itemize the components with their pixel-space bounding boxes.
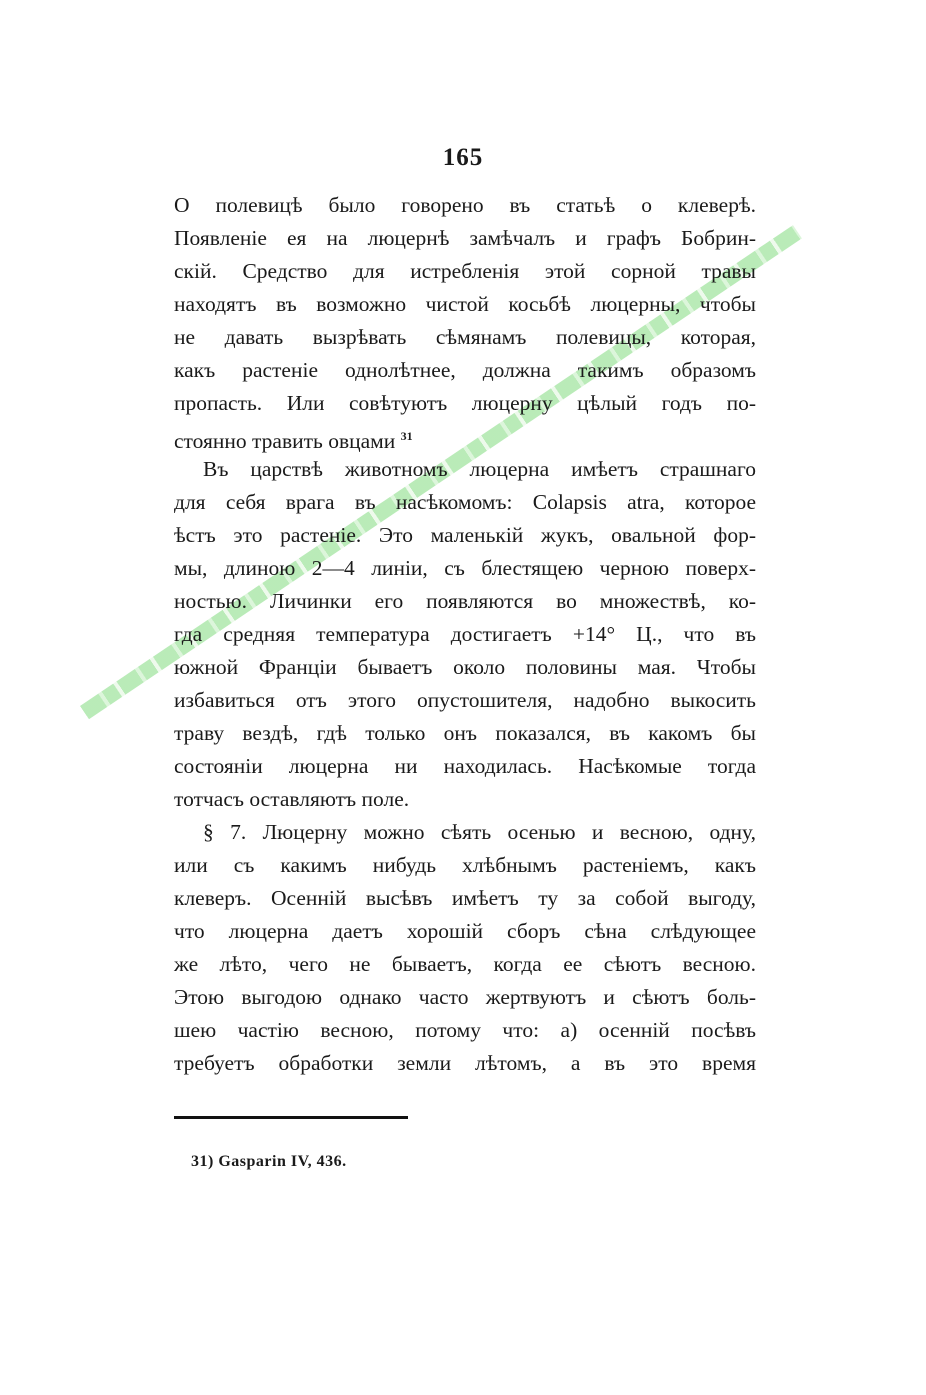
text-line: состояніи люцерна ни находилась. Насѣкомые тогда bbox=[174, 754, 756, 778]
text-line: Этою выгодою однако часто жертвуютъ и сѣютъ боль- bbox=[174, 985, 756, 1009]
text-line: избавиться отъ этого опустошителя, надобно выкосить bbox=[174, 688, 756, 712]
text-line: мы, длиною 2—4 линіи, съ блестящею черною поверх- bbox=[174, 556, 756, 580]
text-line: какъ растеніе однолѣтнее, должна такимъ образомъ bbox=[174, 358, 756, 382]
text-line: находятъ въ возможно чистой косьбѣ люцерны, чтобы bbox=[174, 292, 756, 316]
text-line: Въ царствѣ животномъ люцерна имѣетъ страшнаго bbox=[203, 457, 756, 481]
text-line-with-footnote bbox=[174, 420, 756, 453]
text-line: траву вездѣ, гдѣ только онъ показался, въ какомъ бы bbox=[174, 721, 756, 745]
text-line: клеверъ. Осенній высѣвъ имѣетъ ту за собой выгоду, bbox=[174, 886, 756, 910]
text-line: требуетъ обработки земли лѣтомъ, а въ это время bbox=[174, 1051, 756, 1075]
footnote-reference: 31 bbox=[400, 429, 413, 443]
footnote-rule bbox=[174, 1116, 408, 1119]
text-line: ностью. Личинки его появляются во множествѣ, ко- bbox=[174, 589, 756, 613]
text-line: О полевицѣ было говорено въ статьѣ о клеверѣ. bbox=[174, 193, 756, 217]
text-line: или съ какимъ нибудь хлѣбнымъ растеніемъ, какъ bbox=[174, 853, 756, 877]
text-line: ѣстъ это растеніе. Это маленькій жукъ, овальной фор- bbox=[174, 523, 756, 547]
text-line: § 7. Люцерну можно сѣять осенью и весною, одну, bbox=[203, 820, 756, 844]
text-line: пропасть. Или совѣтуютъ люцерну цѣлый годъ по- bbox=[174, 391, 756, 415]
text-line: южной Франціи бываетъ около половины мая. Чтобы bbox=[174, 655, 756, 679]
text-line: шею частію весною, потому что: а) осенній посѣвъ bbox=[174, 1018, 756, 1042]
text-line: тотчасъ оставляютъ поле. bbox=[174, 787, 410, 811]
text-line: Появленіе ея на люцернѣ замѣчалъ и графъ Бобрин- bbox=[174, 226, 756, 250]
text-line: скій. Средство для истребленія этой сорной травы bbox=[174, 259, 756, 283]
text-line: для себя врага въ насѣкомомъ: Colapsis atra, которое bbox=[174, 490, 756, 514]
text-line: гда средняя температура достигаетъ +14° Ц., что въ bbox=[174, 622, 756, 646]
text-line: стоянно травить овцами bbox=[174, 429, 396, 454]
text-line: же лѣто, чего не бываетъ, когда ее сѣютъ весною. bbox=[174, 952, 756, 976]
footnote: 31) Gasparin IV, 436. bbox=[191, 1153, 347, 1170]
page-number: 165 bbox=[442, 144, 484, 171]
text-line: не давать вызрѣвать сѣмянамъ полевицы, которая, bbox=[174, 325, 756, 349]
text-line: что люцерна даетъ хорошій сборъ сѣна слѣдующее bbox=[174, 919, 756, 943]
